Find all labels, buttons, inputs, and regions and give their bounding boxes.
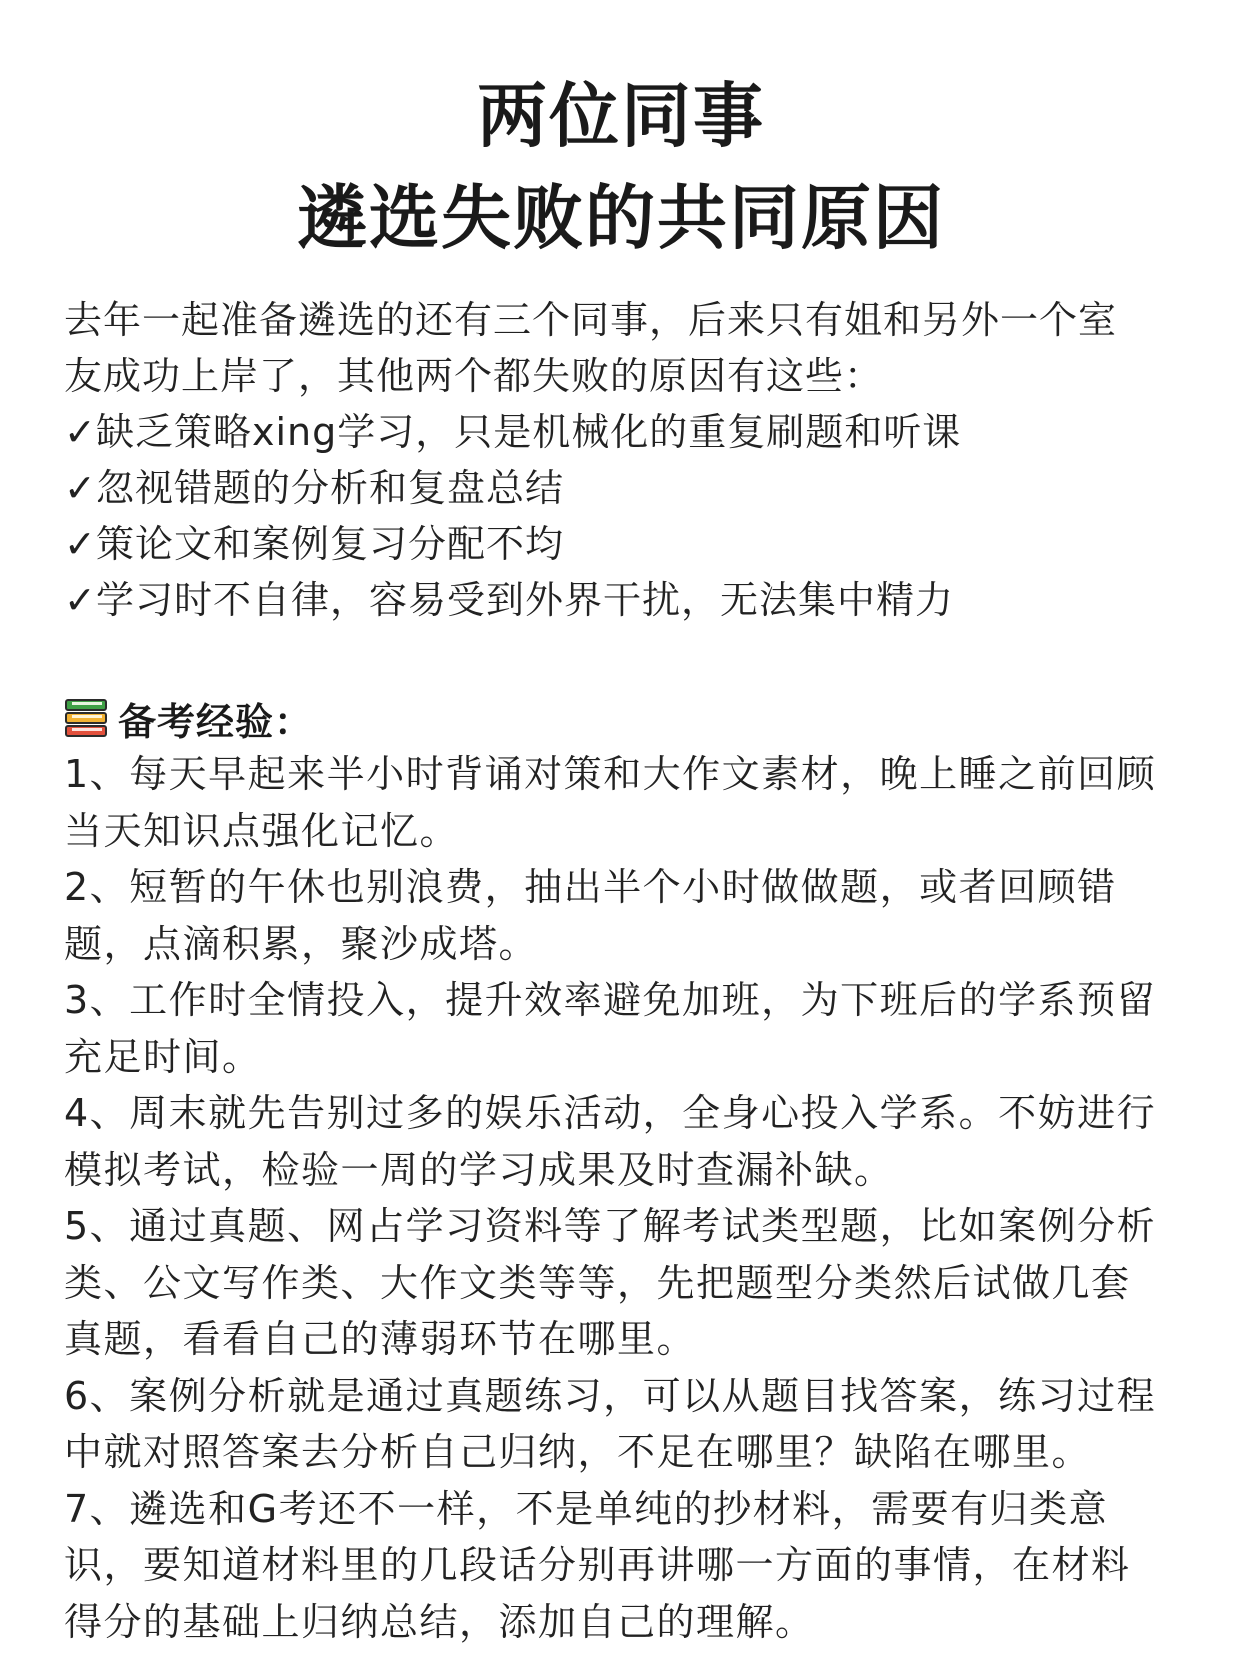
title-line-1: 两位同事 [477, 75, 765, 157]
experience-line: 中就对照答案去分析自己归纳，不足在哪里？缺陷在哪里。 [64, 1430, 1092, 1474]
experience-line: 6、案例分析就是通过真题练习，可以从题目找答案，练习过程 [64, 1373, 1157, 1418]
check-mark-icon: ✓ [64, 578, 97, 622]
experience-line: 得分的基础上归纳总结，添加自己的理解。 [64, 1599, 815, 1644]
experience-line: 3、工作时全情投入，提升效率避免加班，为下班后的学系预留 [64, 978, 1157, 1022]
experience-line: 充足时间。 [64, 1034, 262, 1079]
experience-line: 题，点滴积累，聚沙成塔。 [64, 921, 539, 966]
experience-line: 当天知识点强化记忆。 [64, 808, 460, 853]
experience-line: 识，要知道材料里的几段话分别再讲哪一方面的事情，在材料 [64, 1543, 1131, 1587]
check-mark-icon: ✓ [64, 522, 97, 566]
books-icon [64, 697, 108, 739]
experience-heading-text: 备考经验： [118, 699, 314, 744]
reason-text: 忽视错题的分析和复盘总结 [96, 466, 565, 510]
reason-item [64, 572, 961, 628]
experience-list [64, 746, 1188, 1650]
intro-line-2: 友成功上岸了，其他两个都失败的原因有这些： [64, 354, 884, 398]
reason-item [64, 516, 961, 572]
check-mark-icon: ✓ [64, 410, 97, 454]
experience-line: 1、每天早起来半小时背诵对策和大作文素材，晚上睡之前回顾 [64, 752, 1157, 796]
experience-line: 真题，看看自己的薄弱环节在哪里。 [64, 1317, 697, 1361]
reason-text: 策论文和案例复习分配不均 [96, 522, 565, 566]
intro-paragraph [64, 292, 1184, 404]
failure-reasons-list [64, 404, 961, 628]
reason-item [64, 404, 961, 460]
experience-line: 7、遴选和G考还不一样，不是单纯的抄材料，需要有归类意 [64, 1486, 1109, 1531]
intro-line-1: 去年一起准备遴选的还有三个同事，后来只有姐和另外一个室 [64, 298, 1118, 342]
experience-line: 2、短暂的午休也别浪费，抽出半个小时做做题，或者回顾错 [64, 865, 1117, 909]
experience-line: 5、通过真题、网占学习资料等了解考试类型题，比如案例分析 [64, 1204, 1157, 1248]
experience-line: 类、公文写作类、大作文类等等，先把题型分类然后试做几套 [64, 1260, 1131, 1305]
reason-item [64, 460, 961, 516]
experience-line: 4、周末就先告别过多的娱乐活动，全身心投入学系。不妨进行 [64, 1091, 1157, 1135]
experience-heading [64, 690, 313, 746]
check-mark-icon: ✓ [64, 466, 97, 510]
title-line-2: 遴选失败的共同原因 [297, 177, 945, 259]
reason-text: 缺乏策略xing学习，只是机械化的重复刷题和听课 [96, 410, 962, 454]
reason-text: 学习时不自律，容易受到外界干扰，无法集中精力 [96, 578, 955, 622]
experience-line: 模拟考试，检验一周的学习成果及时查漏补缺。 [64, 1147, 894, 1192]
